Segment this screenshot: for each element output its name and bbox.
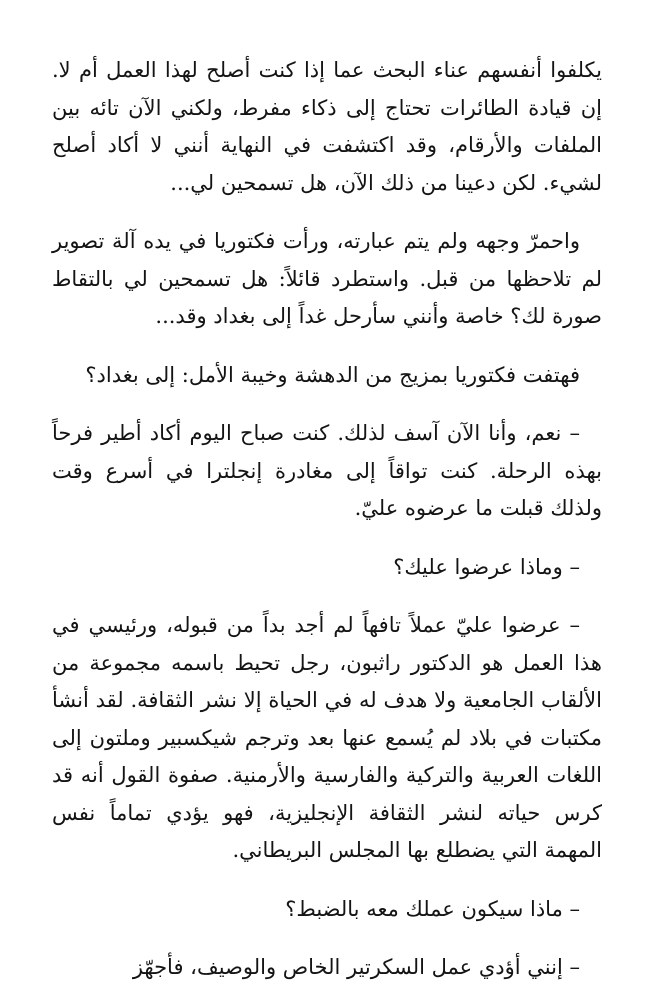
book-page — [52, 52, 602, 1008]
paragraph-3: فهتفت فكتوريا بمزيج من الدهشة وخيبة الأمل: إلى بغداد؟ — [85, 362, 580, 387]
paragraph-8: – إنني أؤدي عمل السكرتير الخاص والوصيف، فأجهّز — [132, 955, 580, 979]
paragraph-6: – عرضوا عليّ عملاً تافهاً لم أجد بداً من قبوله، ورئيسي في هذا العمل هو الدكتور راثبون، رجل تحيط باسمه مجموعة من الألقاب الجامعية ولا هدف له في الحياة إلا نشر الثقافة. لقد أنشأ مكتبات في بلاد لم يُسمع عنها بعد وترجم شيكسبير وملتون إلى اللغات العربية والتركية والفارسية والأرمنية. صفوة القول أنه قد كرس حياته لنشر الثقافة الإنجليزية، فهو يؤدي تماماً نفس المهمة التي يضطلع بها المجلس البريطاني. — [52, 613, 602, 862]
paragraph-1: يكلفوا أنفسهم عناء البحث عما إذا كنت أصلح لهذا العمل أم لا. إن قيادة الطائرات تحتاج إلى ذكاء مفرط، ولكني الآن تائه بين الملفات والأرقام، وقد اكتشفت في النهاية أنني لا أكاد أصلح لشيء. لكن دعينا من ذلك الآن، هل تسمحين لي... — [52, 58, 602, 195]
paragraph-7: – ماذا سيكون عملك معه بالضبط؟ — [285, 896, 580, 921]
paragraph-2: واحمرّ وجهه ولم يتم عبارته، ورأت فكتوريا في يده آلة تصوير لم تلاحظها من قبل. واستطرد قائلاً: هل تسمحين لي بالتقاط صورة لك؟ خاصة وأنني سأرحل غداً إلى بغداد وقد... — [52, 229, 602, 328]
paragraph-4: – نعم، وأنا الآن آسف لذلك. كنت صباح اليوم أكاد أطير فرحاً بهذه الرحلة. كنت تواقاً إلى مغادرة إنجلترا في أسرع وقت ولذلك قبلت ما عرضوه عليّ. — [52, 421, 602, 520]
paragraph-5: – وماذا عرضوا عليك؟ — [393, 554, 580, 579]
